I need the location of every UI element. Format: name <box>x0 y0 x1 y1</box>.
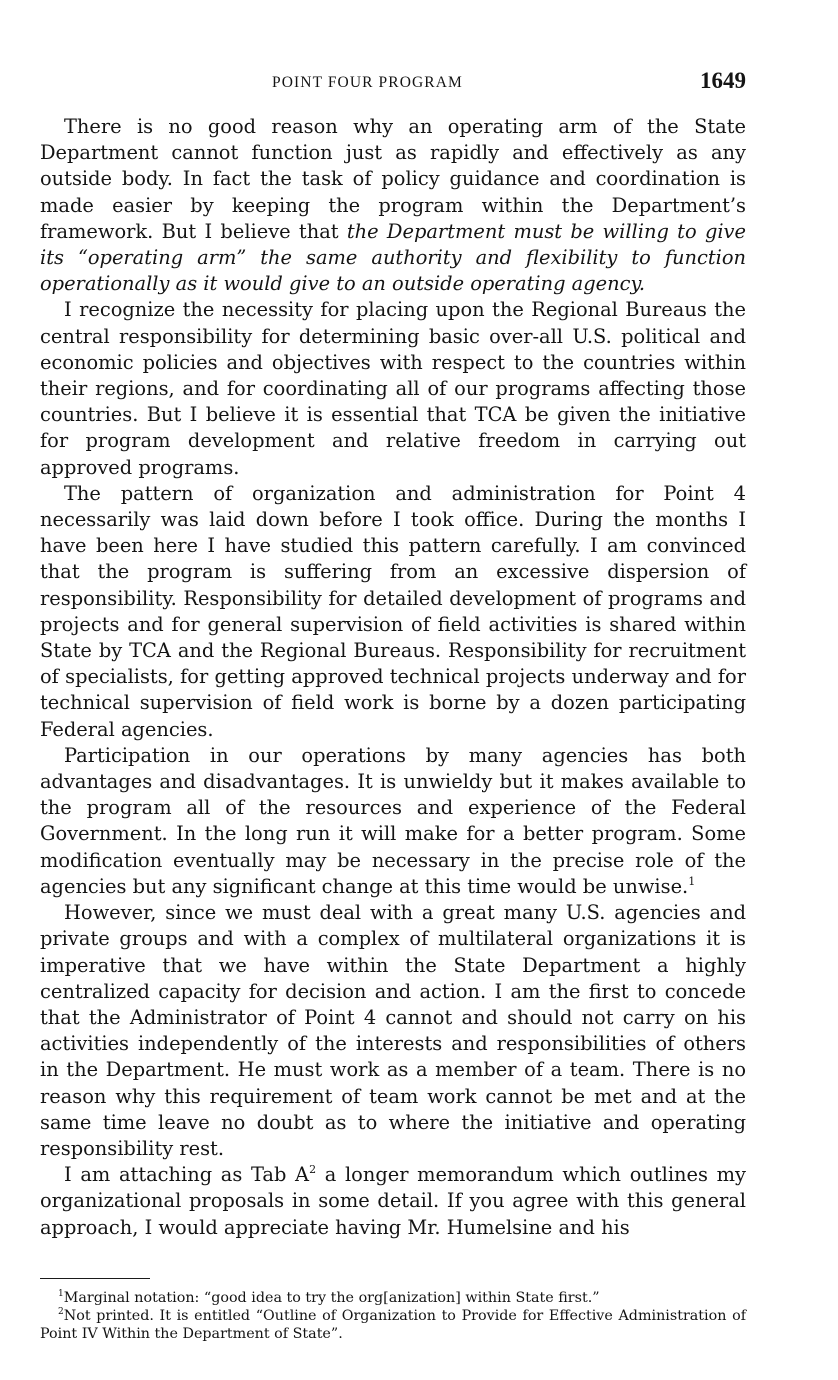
paragraph-3: The pattern of organization and administration for Point 4 necessarily was laid down before I took office. During the months I have been here I have studied this pattern carefully. I am convinced that the program is suffering from an excessive dispersion of responsibility. Responsibility for detailed development of programs and projects and for general supervision of field activities is shared within State by TCA and the Regional Bureaus. Responsibility for recruitment of specialists, for getting approved technical projects underway and for technical supervision of field work is borne by a dozen participating Federal agencies. <box>40 481 746 741</box>
paragraph-6-text-end: a longer memorandum which outlines my organizational proposals in some detail. If you agree with this general approach, I would appreciate having Mr. Humelsine and his <box>40 1163 746 1239</box>
footnote-1-mark: 1 <box>58 1289 64 1299</box>
body-text <box>40 114 746 1241</box>
footnote-ref-2[interactable]: 2 <box>309 1163 317 1177</box>
paragraph-1-text: There is no good reason why an operating arm of the State Department cannot function just as rapidly and effectively as any outside body. In fact the task of policy guidance and coordination is made easier by keeping the program within the Department’s framework. But I believe that <box>40 115 746 243</box>
paragraph-4 <box>40 743 746 900</box>
paragraph-6-text-start: I am attaching as Tab A <box>64 1163 310 1187</box>
page-number: 1649 <box>700 68 746 93</box>
page-header <box>40 68 746 100</box>
paragraph-4-text: Participation in our operations by many agencies has both advantages and disadvantages. It is unwieldy but it makes available to the program all of the resources and experience of the Federal Government. In the long run it will make for a better program. Some modification eventually may be necessary in the precise role of the agencies but any significant change at this time would be unwise. <box>40 743 746 898</box>
paragraph-1-emphasis: the Department must be willing to give its “operating arm” the same authority and flexibility to function operationally as it would give to an outside operating agency. <box>40 219 746 296</box>
paragraph-6 <box>40 1162 746 1241</box>
footnote-2-text: Not printed. It is entitled “Outline of Organization to Provide for Effective Administration of Point IV Within the Department of State”. <box>40 1308 746 1342</box>
paragraph-1 <box>40 114 746 297</box>
footnote-ref-1[interactable]: 1 <box>688 874 696 888</box>
running-head: POINT FOUR PROGRAM <box>272 74 463 91</box>
paragraph-5: However, since we must deal with a great many U.S. agencies and private groups and with a complex of multilateral organizations it is imperative that we have within the State Department a highly centralized capacity for decision and action. I am the first to concede that the Administrator of Point 4 cannot and should not carry on his activities independently of the interests and responsibilities of others in the Department. He must work as a member of a team. There is no reason why this requirement of team work cannot be met and at the same time leave no doubt as to where the initiative and operating responsibility rest. <box>40 901 746 1160</box>
footnote-2 <box>40 1307 746 1343</box>
footnote-1-text: Marginal notation: “good idea to try the org[anization] within State first.” <box>63 1290 600 1306</box>
paragraph-2: I recognize the necessity for placing upon the Regional Bureaus the central responsibility for determining basic over-all U.S. political and economic policies and objectives with respect to the countries within their regions, and for coordinating all of our programs affecting those countries. But I believe it is essential that TCA be given the initiative for program development and relative freedom in carrying out approved programs. <box>40 298 746 479</box>
footnote-divider <box>40 1278 150 1279</box>
footnote-1 <box>40 1289 746 1307</box>
footnote-2-mark: 2 <box>58 1307 64 1317</box>
footnotes <box>40 1289 746 1343</box>
